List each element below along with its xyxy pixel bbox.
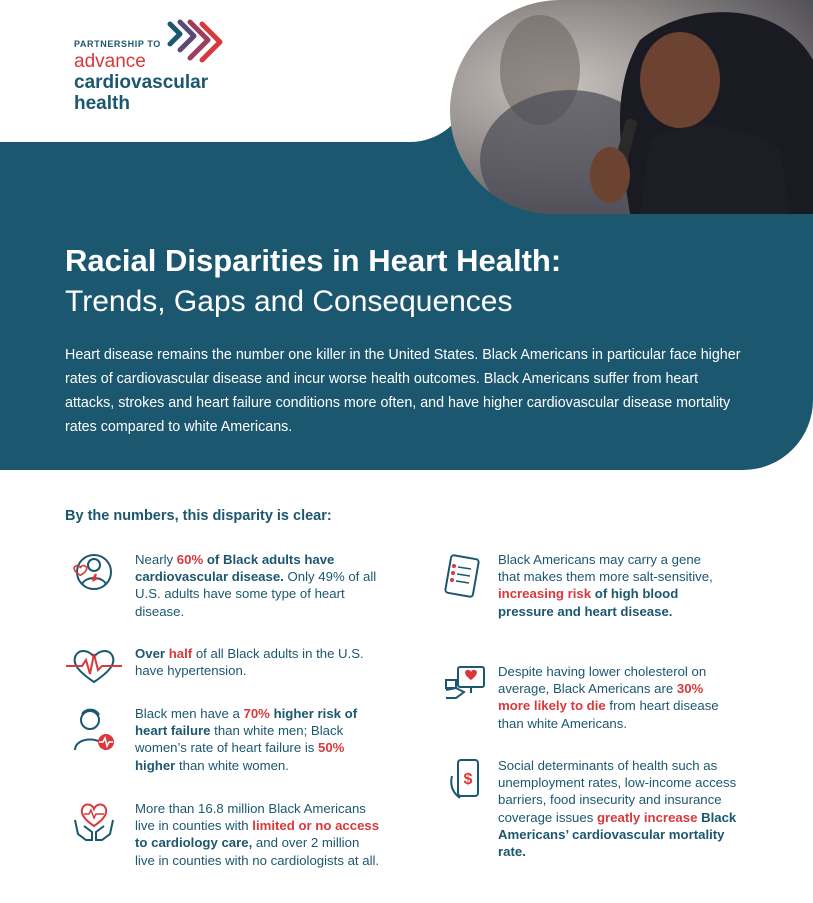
stat-text-segment: of high blood pressure and heart disease. — [498, 586, 679, 619]
stat-item-hypertension — [135, 645, 380, 679]
stat-text-segment: than white men; Black women’s rate of heart failure is — [135, 723, 344, 756]
stat-text-segment: Only 49% of all U.S. adults have some type of heart disease. — [135, 569, 377, 619]
stat-text-segment: Despite having lower cholesterol on average, Black Americans are — [498, 664, 707, 697]
stat-text-segment: and over 2 million live in counties with no cardiologists at all. — [135, 835, 380, 868]
stat-text-segment: limited or no access — [252, 818, 380, 834]
logo-line-4: health — [74, 93, 130, 114]
stat-text-segment: Black men have a — [135, 706, 244, 721]
man-heart-monitor-icon — [72, 706, 116, 754]
stat-item-cholesterol — [498, 663, 738, 732]
stat-text-segment: More than 16.8 million Black Americans live in counties with — [135, 801, 366, 834]
page-subtitle: Trends, Gaps and Consequences — [65, 285, 513, 318]
svg-text:$: $ — [463, 771, 473, 788]
stat-text-segment: from heart disease than white Americans. — [498, 698, 719, 731]
stat-text-segment: 60% — [176, 552, 204, 567]
logo-line-1: PARTNERSHIP TO — [74, 39, 161, 49]
stat-text-segment: 50% — [318, 740, 345, 756]
intro-paragraph: Heart disease remains the number one killer in the United States. Black Americans in particular face higher rates of cardiovascular disease and incur worse health outcomes. Black Americans suffer from heart attacks, strokes and heart failure conditions more often, and have higher cardiovascular disease mortality rates compared to white Americans. — [65, 347, 741, 435]
section-heading: By the numbers, this disparity is clear: — [65, 508, 332, 524]
monitor-hand-icon — [444, 664, 486, 704]
stat-text-segment: 70% — [243, 706, 270, 721]
logo-line-2: advance — [74, 51, 146, 72]
stat-text-segment: of Black adults have cardiovascular disease. — [135, 552, 335, 585]
phone-dollar-icon — [448, 758, 486, 802]
stat-text-segment: higher — [135, 757, 176, 773]
stat-item-social-determinants — [498, 757, 738, 860]
clipboard-icon — [444, 553, 482, 599]
stat-text-segment: half — [168, 646, 193, 661]
stat-item-heart-failure — [135, 705, 380, 774]
logo-area — [0, 0, 470, 142]
stat-text-segment: than white women. — [175, 757, 289, 773]
stat-text-segment: Over — [135, 646, 169, 661]
chevron-logo-icon — [166, 18, 230, 66]
stat-text-segment: Social determinants of health such as unemployment rates, low-income access barriers, food insecurity and insurance coverage issues — [498, 758, 737, 825]
logo-line-3: cardiovascular — [74, 72, 209, 93]
stat-text-segment: of all Black adults in the U.S. have hypertension. — [135, 646, 364, 679]
stat-item-cardiology-access — [135, 800, 380, 869]
stat-text-segment: higher risk of heart failure — [135, 706, 358, 739]
speaker-photo — [450, 0, 813, 214]
stat-text-segment: increasing risk — [498, 586, 592, 602]
stat-text-segment: 30% more likely to die — [498, 681, 704, 714]
stat-item-salt-sensitive — [498, 551, 723, 620]
doctor-heart-icon — [72, 550, 116, 594]
heartbeat-icon — [66, 646, 122, 686]
stat-text-segment: to cardiology care, — [135, 835, 253, 851]
stat-text-segment: Nearly — [135, 552, 177, 567]
stat-text-segment: Black Americans may carry a gene that makes them more salt-sensitive, — [498, 552, 713, 585]
stat-item-cvd — [135, 551, 380, 620]
hands-heart-icon — [72, 800, 116, 844]
stat-text-segment: greatly increase — [596, 809, 698, 825]
stat-text-segment: Black Americans’ cardiovascular mortality rate. — [498, 809, 737, 860]
page-title: Racial Disparities in Heart Health: — [65, 243, 562, 278]
